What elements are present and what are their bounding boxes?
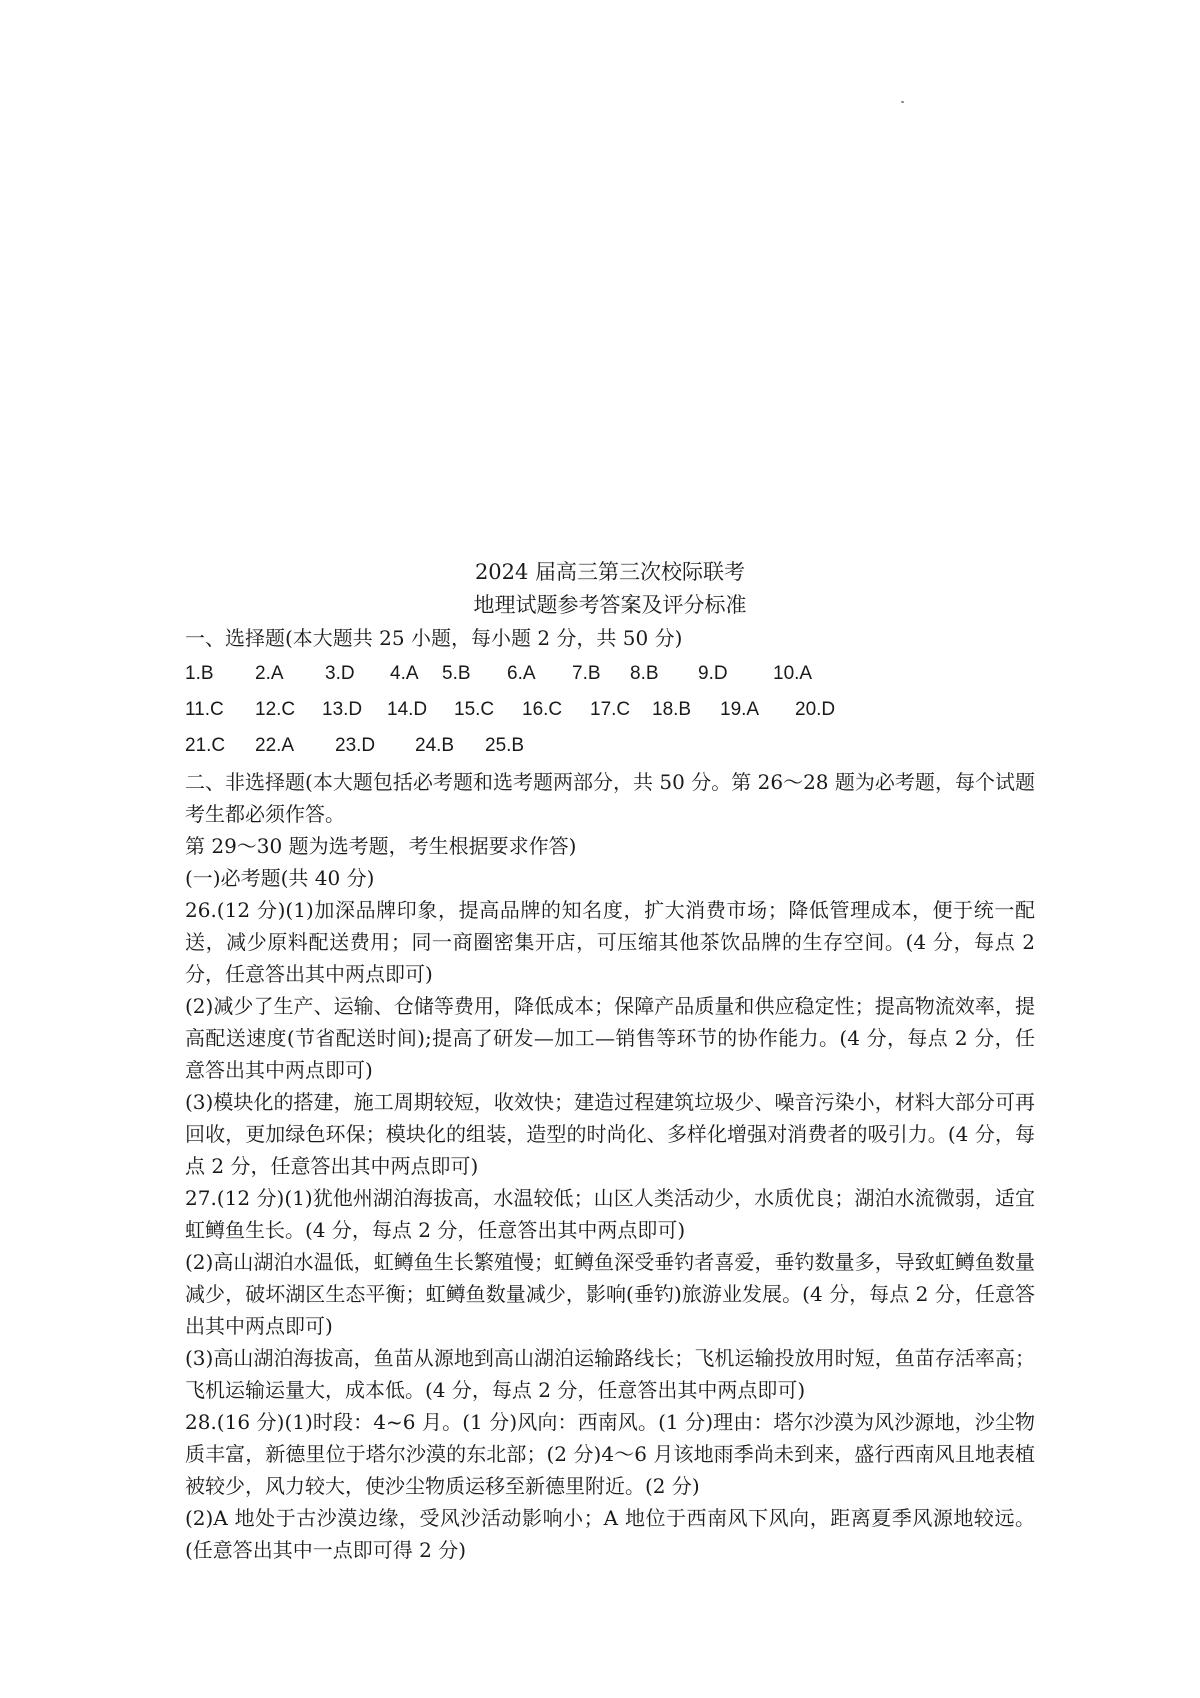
answer-item: 13.D <box>322 699 363 720</box>
q28-part2: (2)A 地处于古沙漠边缘，受风沙活动影响小；A 地位于西南风下风向，距离夏季风源地较远。(任意答出其中一点即可得 2 分) <box>185 1506 1035 1562</box>
answer-item: 22.A <box>255 735 295 756</box>
section1-heading: 一、选择题(本大题共 25 小题，每小题 2 分，共 50 分) <box>185 626 683 650</box>
answer-item: 19.A <box>720 699 760 720</box>
answer-item: 8.B <box>630 663 659 684</box>
q26-part1: 26.(12 分)(1)加深品牌印象，提高品牌的知名度，扩大消费市场；降低管理成本，便于统一配送，减少原料配送费用；同一商圈密集开店，可压缩其他茶饮品牌的生存空间。(4 分，每点 2 分，任意答出其中两点即可) <box>185 898 1035 986</box>
q26-part3: (3)模块化的搭建，施工周期较短，收效快；建造过程建筑垃圾少、噪音污染小，材料大部分可再回收，更加绿色环保；模块化的组装，造型的时尚化、多样化增强对消费者的吸引力。(4 分，每点 2 分，任意答出其中两点即可) <box>185 1090 1035 1178</box>
answer-item: 18.B <box>652 699 692 720</box>
answer-item: 6.A <box>507 663 536 684</box>
answer-item: 21.C <box>185 735 226 756</box>
answer-item: 2.A <box>255 663 284 684</box>
answer-row-3 <box>185 730 1035 762</box>
required-subheading: (一)必考题(共 40 分) <box>185 866 375 890</box>
answer-item: 14.D <box>387 699 428 720</box>
answer-item: 23.D <box>335 735 376 756</box>
answer-item: 4.A <box>390 663 419 684</box>
answer-item: 12.C <box>255 699 296 720</box>
answer-row-1 <box>185 658 1035 690</box>
answer-item: 7.B <box>572 663 601 684</box>
document-title: 2024 届高三第三次校际联考 <box>474 560 746 584</box>
answer-item: 24.B <box>415 735 455 756</box>
q26-part2: (2)减少了生产、运输、仓储等费用，降低成本；保障产品质量和供应稳定性；提高物流效率，提高配送速度(节省配送时间);提高了研发—加工—销售等环节的协作能力。(4 分，每点 2 分，任意答出其中两点即可) <box>185 994 1035 1082</box>
answer-item: 20.D <box>795 699 836 720</box>
answer-row-2 <box>185 694 1035 726</box>
answer-item: 11.C <box>185 699 224 720</box>
answer-item: 16.C <box>522 699 563 720</box>
section2-heading-b: 第 29～30 题为选考题，考生根据要求作答) <box>185 834 577 858</box>
document-subtitle: 地理试题参考答案及评分标准 <box>473 593 747 617</box>
q27-part2: (2)高山湖泊水温低，虹鳟鱼生长繁殖慢；虹鳟鱼深受垂钓者喜爱，垂钓数量多，导致虹鳟鱼数量减少，破坏湖区生态平衡；虹鳟鱼数量减少，影响(垂钓)旅游业发展。(4 分，每点 2 分，任意答出其中两点即可) <box>185 1250 1035 1338</box>
answer-item: 10.A <box>773 663 813 684</box>
section2-heading <box>185 766 1035 830</box>
answer-item: 17.C <box>590 699 631 720</box>
section2-heading-a: 二、非选择题(本大题包括必考题和选考题两部分，共 50 分。第 26～28 题为必考题，每个试题考生都必须作答。 <box>185 770 1035 826</box>
q27-part1: 27.(12 分)(1)犹他州湖泊海拔高，水温较低；山区人类活动少，水质优良；湖泊水流微弱，适宜虹鳟鱼生长。(4 分，每点 2 分，任意答出其中两点即可) <box>185 1186 1035 1242</box>
answer-item: 3.D <box>325 663 355 684</box>
answer-item: 5.B <box>442 663 471 684</box>
answer-item: 9.D <box>698 663 728 684</box>
scan-speck <box>901 101 904 103</box>
answer-item: 15.C <box>454 699 495 720</box>
answer-document <box>185 556 1035 1566</box>
q27-part3: (3)高山湖泊海拔高，鱼苗从源地到高山湖泊运输路线长；飞机运输投放用时短，鱼苗存活率高；飞机运输运量大，成本低。(4 分，每点 2 分，任意答出其中两点即可) <box>185 1346 1035 1402</box>
answer-item: 1.B <box>185 663 214 684</box>
q28-part1: 28.(16 分)(1)时段：4~6 月。(1 分)风向：西南风。(1 分)理由：塔尔沙漠为风沙源地，沙尘物质丰富，新德里位于塔尔沙漠的东北部；(2 分)4～6 月该地雨季尚未到来，盛行西南风且地表植被较少，风力较大，使沙尘物质运移至新德里附近。(2 分) <box>185 1410 1035 1498</box>
answer-item: 25.B <box>485 735 525 756</box>
